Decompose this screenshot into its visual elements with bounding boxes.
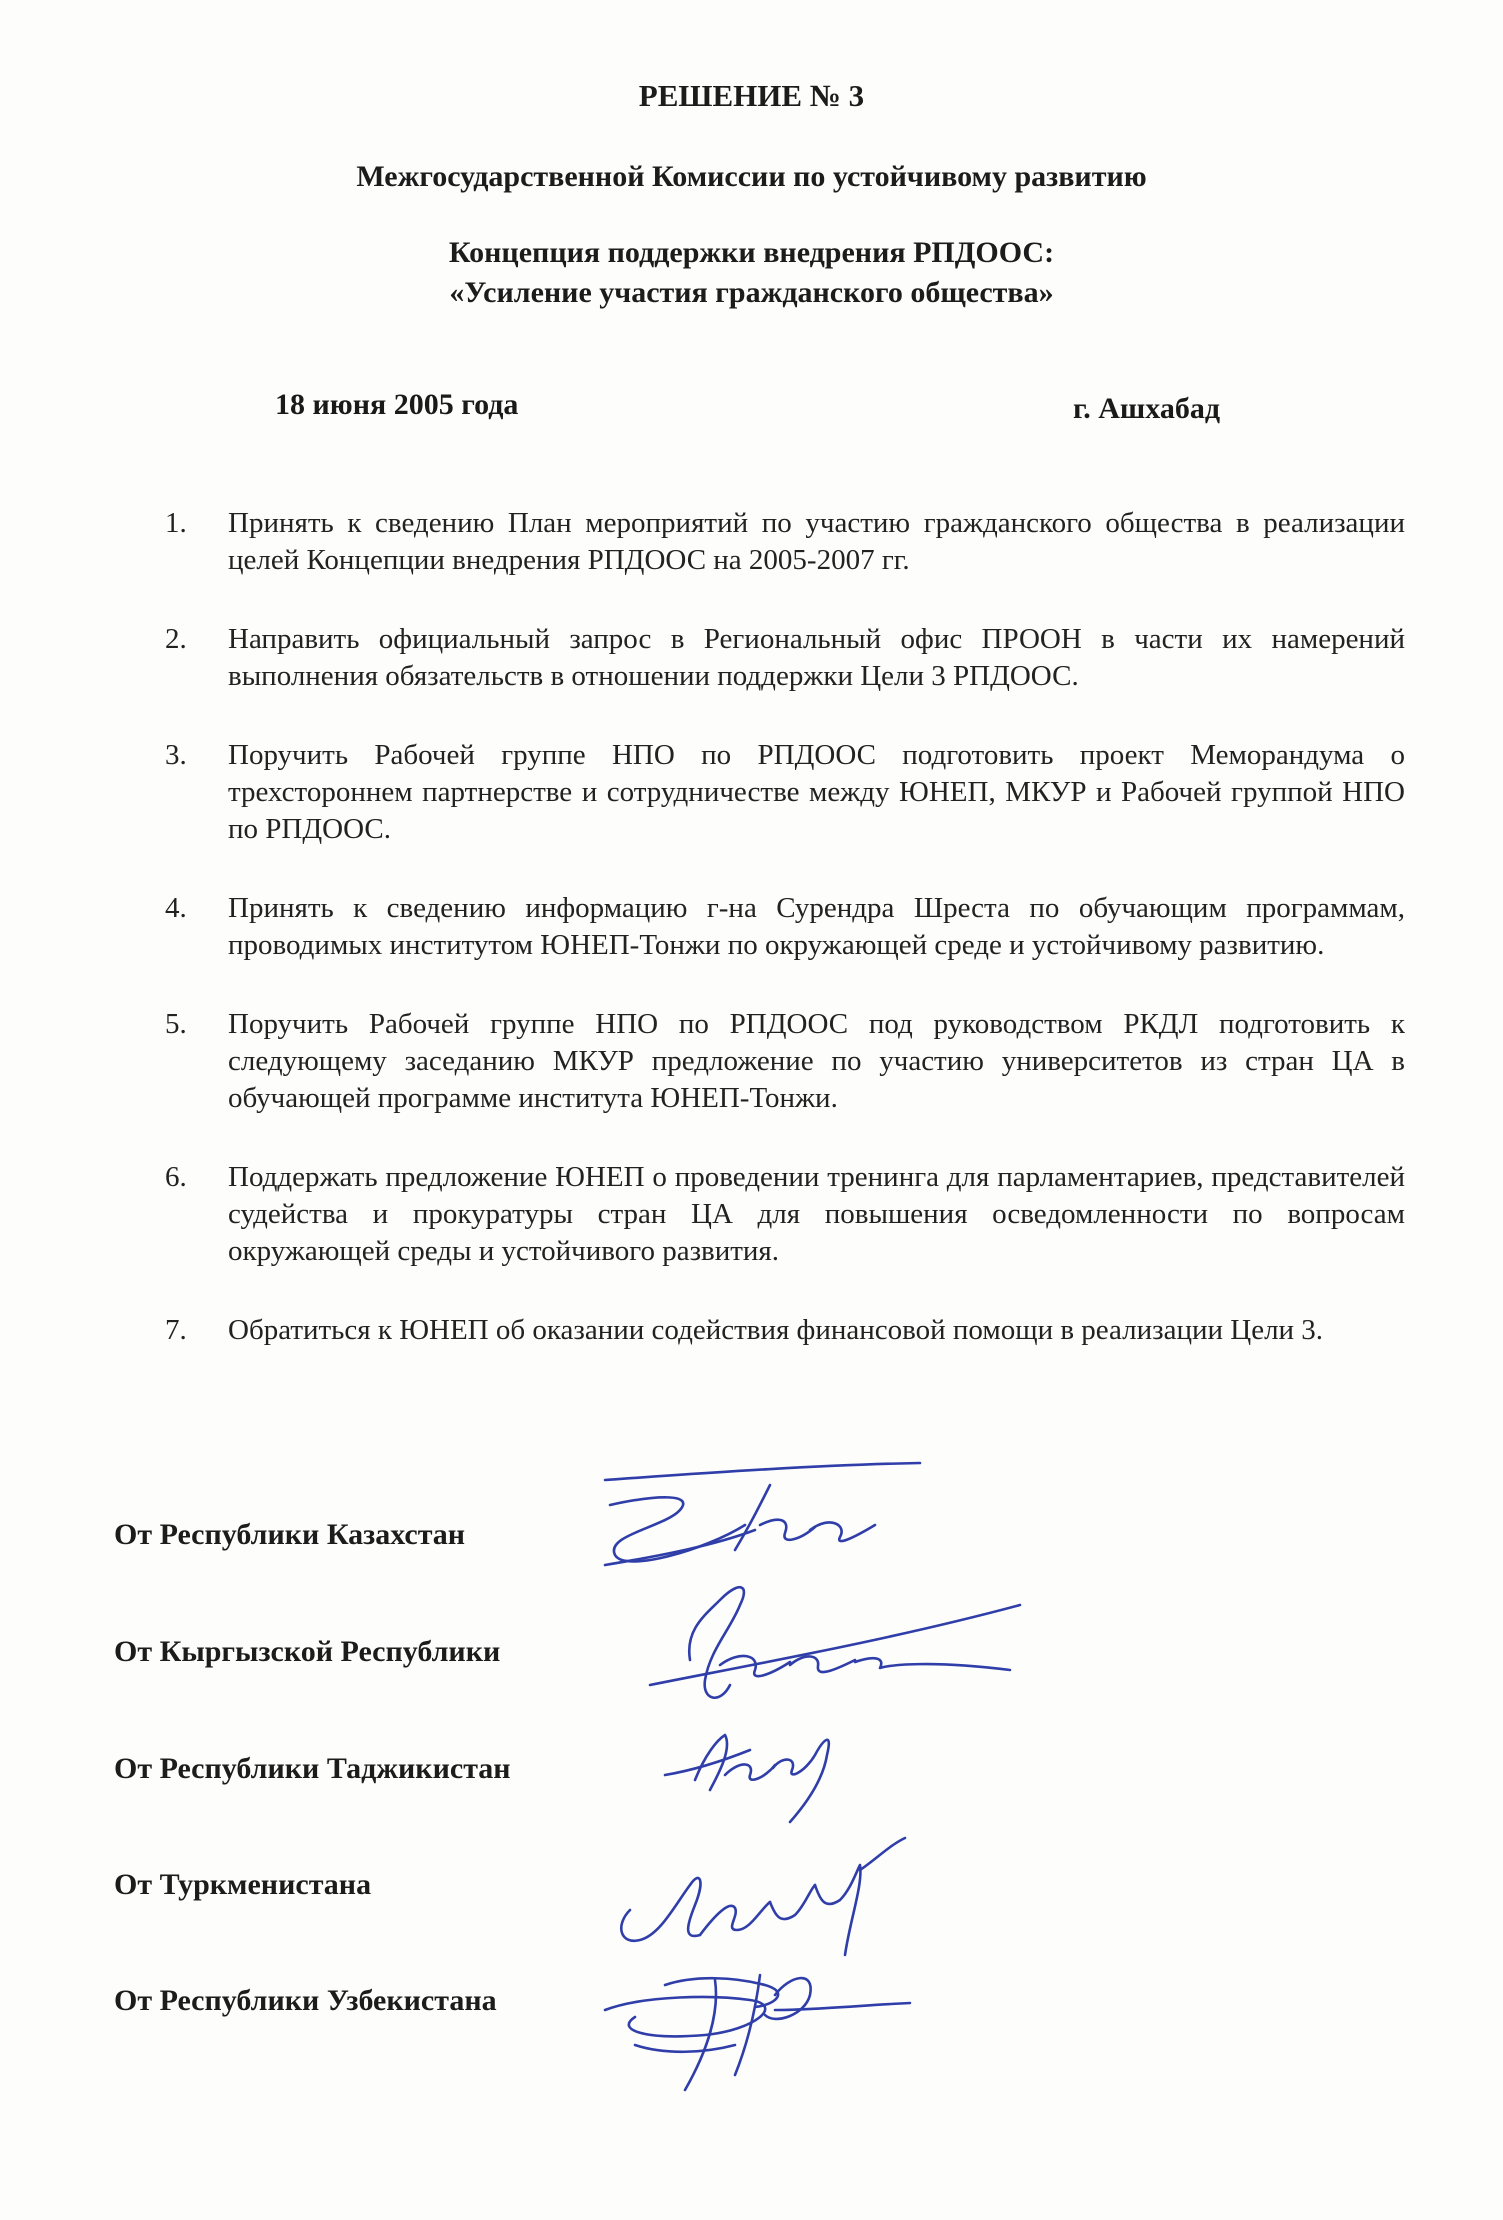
list-item <box>160 1159 1405 1270</box>
item-number: 4. <box>165 892 187 924</box>
signatory-kyrgyzstan: От Кыргызской Республики <box>114 1635 501 1668</box>
list-item <box>160 505 1405 579</box>
subject-line-2: «Усиление участия гражданского общества» <box>449 276 1054 309</box>
item-text: Поручить Рабочей группе НПО по РПДООС под руководством РКДЛ подготовить к следующему заседанию МКУР предложение по участию университетов из стран ЦА в обучающей программе института ЮНЕП-Тонжи. <box>228 1008 1405 1114</box>
subject-line-1: Концепция поддержки внедрения РПДООС: <box>448 236 1055 269</box>
item-number: 2. <box>165 623 187 655</box>
signature-turkmenistan <box>605 1830 925 1970</box>
item-text: Принять к сведению План мероприятий по участию гражданского общества в реализации целей Концепции внедрения РПДООС на 2005-2007 гг. <box>228 507 1405 576</box>
signatory-tajikistan: От Республики Таджикистан <box>114 1752 511 1785</box>
decision-date: 18 июня 2005 года <box>275 388 519 421</box>
list-item <box>160 1006 1405 1117</box>
list-item <box>160 621 1405 695</box>
item-text: Поддержать предложение ЮНЕП о проведении тренинга для парламентариев, представителей судейства и прокуратуры стран ЦА для повышения осведомленности по вопросам окружающей среды и устойчивого развития. <box>228 1161 1405 1267</box>
item-number: 3. <box>165 739 187 771</box>
item-number: 5. <box>165 1008 187 1040</box>
item-text: Обратиться к ЮНЕП об оказании содействия финансовой помощи в реализации Цели 3. <box>228 1314 1324 1346</box>
signature-tajikistan <box>655 1710 845 1830</box>
item-text: Принять к сведению информацию г-на Сурендра Шреста по обучающим программам, проводимых институтом ЮНЕП-Тонжи по окружающей среде и устойчивому развитию. <box>228 892 1405 961</box>
signature-uzbekistan <box>575 1955 915 2105</box>
signatory-kazakhstan: От Республики Казахстан <box>114 1518 466 1551</box>
item-number: 1. <box>165 507 187 539</box>
decision-title: РЕШЕНИЕ № 3 <box>638 78 865 113</box>
decision-items-list <box>160 505 1405 1391</box>
item-number: 6. <box>165 1161 187 1193</box>
signatory-uzbekistan: От Республики Узбекистана <box>114 1984 497 2017</box>
commission-name: Межгосударственной Комиссии по устойчивому развитию <box>356 160 1147 193</box>
signatory-turkmenistan: От Туркменистана <box>114 1868 372 1901</box>
item-number: 7. <box>165 1314 187 1346</box>
signature-kyrgyzstan <box>630 1570 1030 1720</box>
list-item <box>160 737 1405 848</box>
item-text: Направить официальный запрос в Региональный офис ПРООН в части их намерений выполнения обязательств в отношении поддержки Цели 3 РПДООС. <box>228 623 1405 692</box>
decision-place: г. Ашхабад <box>1073 392 1221 425</box>
item-text: Поручить Рабочей группе НПО по РПДООС подготовить проект Меморандума о трехстороннем партнерстве и сотрудничестве между ЮНЕП, МКУР и Рабочей группой НПО по РПДООС. <box>228 739 1405 845</box>
list-item <box>160 890 1405 964</box>
list-item <box>160 1312 1405 1349</box>
